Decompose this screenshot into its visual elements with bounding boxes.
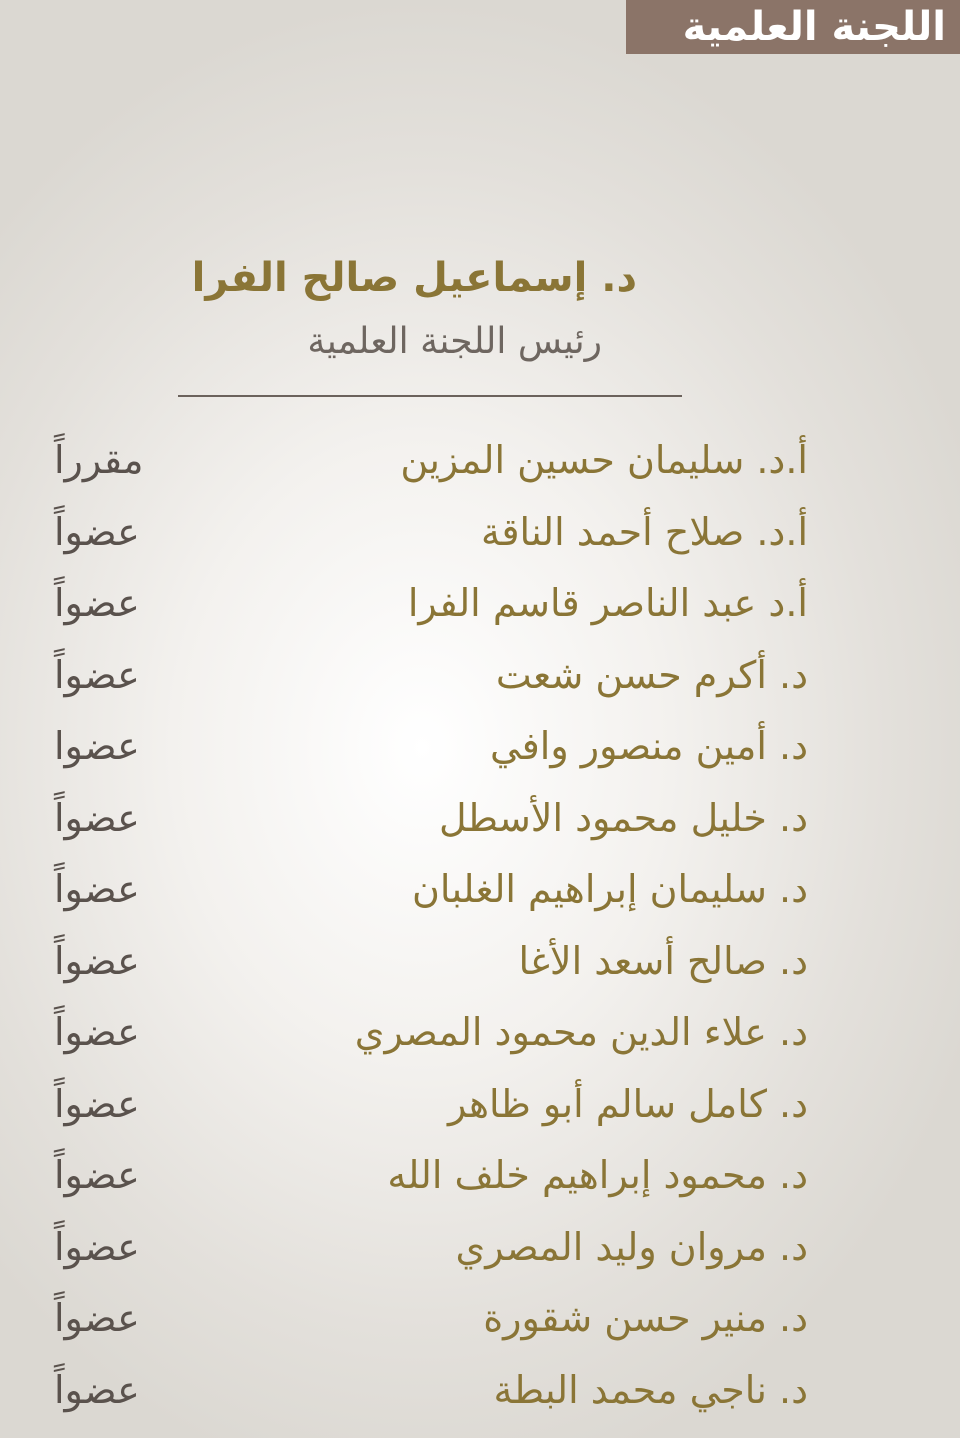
member-role: عضواً (54, 1153, 140, 1197)
member-name: د. أكرم حسن شعت (495, 652, 808, 697)
list-item (0, 1000, 960, 1072)
member-role: عضواً (54, 509, 140, 554)
member-role: عضواً (54, 867, 140, 911)
member-name: د. أمين منصور وافي (489, 724, 808, 768)
list-item (0, 786, 960, 858)
member-name: د. مروان وليد المصري (455, 1224, 808, 1269)
member-name: د. خليل محمود الأسطل (439, 795, 808, 840)
list-item (0, 500, 960, 572)
member-name: د. محمود إبراهيم خلف الله (387, 1153, 808, 1197)
header-title: اللجنة العلمية (682, 4, 946, 50)
member-name: أ.د. سليمان حسين المزين (400, 438, 808, 482)
divider (178, 395, 682, 397)
member-role: عضواً (54, 652, 140, 697)
list-item (0, 571, 960, 643)
member-name: أ.د عبد الناصر قاسم الفرا (407, 581, 808, 625)
list-item (0, 1215, 960, 1287)
member-name: د. سليمان إبراهيم الغلبان (411, 867, 808, 911)
chair-role: رئيس اللجنة العلمية (307, 321, 602, 362)
member-role: عضواً (54, 938, 140, 983)
member-name: د. ناجي محمد البطة (493, 1367, 808, 1412)
member-name: د. صالح أسعد الأغا (518, 938, 808, 983)
list-item (0, 1286, 960, 1358)
member-name: د. منير حسن شقورة (483, 1296, 808, 1340)
member-name: د. علاء الدين محمود المصري (354, 1010, 808, 1054)
member-role: عضوا (54, 724, 140, 768)
list-item (0, 929, 960, 1001)
member-role: عضواً (54, 1224, 140, 1269)
list-item (0, 857, 960, 929)
member-role: عضواً (54, 1367, 140, 1412)
member-name: أ.د. صلاح أحمد الناقة (480, 509, 808, 554)
list-item (0, 714, 960, 786)
member-role: عضواً (54, 1010, 140, 1054)
member-role: مقرراً (54, 438, 144, 482)
header-tab (626, 0, 960, 54)
list-item (0, 1358, 960, 1430)
chair-name: د. إسماعيل صالح الفرا (191, 255, 637, 301)
member-role: عضواً (54, 581, 140, 625)
member-role: عضواً (54, 1296, 140, 1340)
member-role: عضواً (54, 1081, 140, 1126)
member-role: عضواً (54, 795, 140, 840)
members-list (0, 428, 960, 1429)
list-item (0, 1072, 960, 1144)
member-name: د. كامل سالم أبو ظاهر (448, 1081, 808, 1126)
list-item (0, 1143, 960, 1215)
list-item (0, 643, 960, 715)
list-item (0, 428, 960, 500)
